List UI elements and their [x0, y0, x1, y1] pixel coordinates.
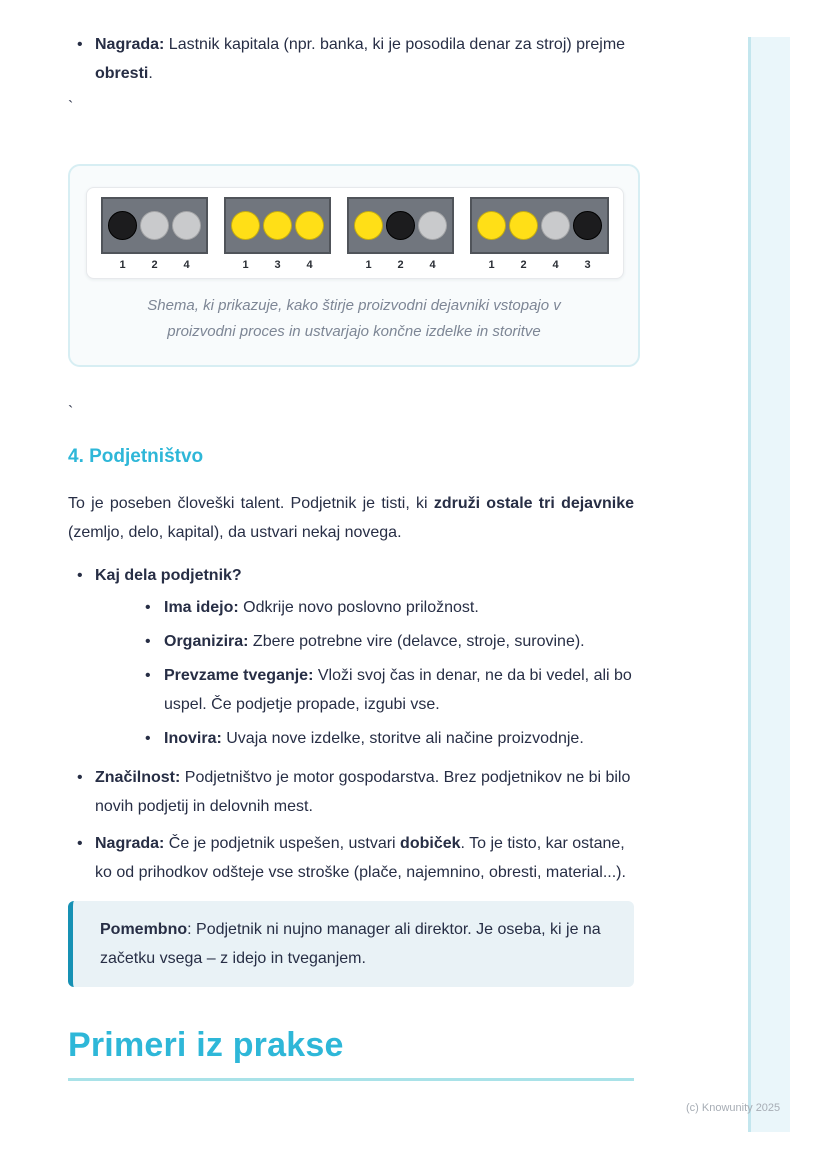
dot-number: 2 — [151, 259, 158, 271]
factors-image — [86, 187, 624, 279]
intro-paragraph — [68, 489, 634, 547]
dot-number: 4 — [306, 259, 313, 271]
bullet-bold-word: obresti — [95, 65, 149, 82]
list-item — [68, 561, 634, 753]
factor-dot — [573, 211, 602, 240]
dot-number: 2 — [397, 259, 404, 271]
copyright-note: (c) Knowunity 2025 — [686, 1102, 781, 1114]
factor-dot — [509, 211, 538, 240]
factor-dot — [295, 211, 324, 240]
bullet-label: Ima idejo: — [164, 599, 239, 616]
dot-number: 1 — [242, 259, 249, 271]
dot-labels — [224, 257, 331, 273]
top-bullet-list — [68, 30, 634, 88]
factor-dot — [108, 211, 137, 240]
dot-number: 1 — [119, 259, 126, 271]
figure-card — [68, 164, 640, 367]
factor-dot — [477, 211, 506, 240]
section-heading: 4. Podjetništvo — [68, 446, 204, 467]
dot-labels — [347, 257, 454, 273]
intro-text: To je poseben človeški talent. Podjetnik je tisti, ki — [68, 495, 434, 512]
page-edge-bar — [748, 37, 790, 1132]
intro-text-end: (zemljo, delo, kapital), da ustvari nekaj novega. — [68, 524, 402, 541]
factor-dot — [172, 211, 201, 240]
bullet-label: Značilnost: — [95, 769, 181, 786]
list-item — [68, 829, 634, 887]
bullet-text: Podjetništvo je motor gospodarstva. Brez podjetnikov ne bi bilo novih podjetij in delovnih mest. — [95, 769, 631, 815]
dot-number: 4 — [183, 259, 190, 271]
bullet-text: Lastnik kapitala (npr. banka, ki je posodila denar za stroj) prejme — [164, 36, 626, 53]
dot-rect — [470, 197, 609, 254]
factor-group — [101, 197, 208, 273]
list-item — [136, 661, 634, 719]
bullet-text: Če je podjetnik uspešen, ustvari — [164, 835, 401, 852]
heading-rule — [68, 1078, 634, 1081]
factor-dot — [354, 211, 383, 240]
stray-backtick: ` — [68, 99, 74, 116]
factor-dot — [263, 211, 292, 240]
bullet-bold-word: dobiček — [400, 835, 461, 852]
bullet-label: Nagrada: — [95, 36, 165, 53]
list-item — [68, 763, 634, 821]
dot-number: 4 — [429, 259, 436, 271]
factor-group — [347, 197, 454, 273]
dot-number: 1 — [488, 259, 495, 271]
bullet-label: Inovira: — [164, 730, 222, 747]
bullet-text-end: . To je tisto, kar ostane, ko od prihodkov odšteje vse stroške (plače, najemnino, obresti, material...). — [95, 835, 626, 881]
factor-dot — [386, 211, 415, 240]
bullet-label: Organizira: — [164, 633, 249, 650]
list-item — [136, 593, 634, 622]
bullet-text: Odkrije novo poslovno priložnost. — [238, 599, 479, 616]
bullet-text: Zbere potrebne vire (delavce, stroje, surovine). — [248, 633, 585, 650]
intro-bold: združi ostale tri dejavnike — [433, 495, 634, 512]
factor-group — [470, 197, 609, 273]
dot-number: 4 — [552, 259, 559, 271]
dot-number: 2 — [520, 259, 527, 271]
dot-number: 3 — [584, 259, 591, 271]
dot-number: 1 — [365, 259, 372, 271]
factor-group — [224, 197, 331, 273]
factor-dot — [541, 211, 570, 240]
document-content — [68, 0, 634, 1081]
stray-backtick: ` — [68, 404, 74, 421]
bullet-text-end: . — [148, 65, 153, 82]
nested-list — [136, 593, 634, 753]
important-callout — [68, 901, 634, 987]
dot-rect — [347, 197, 454, 254]
page-heading: Primeri iz prakse — [68, 1026, 344, 1064]
figure-caption: Shema, ki prikazuje, kako štirje proizvodni dejavniki vstopajo v proizvodni proces in ustvarjajo končne izdelke in storitve — [147, 297, 561, 340]
factor-dot — [418, 211, 447, 240]
factor-dot — [140, 211, 169, 240]
factor-dot — [231, 211, 260, 240]
dot-labels — [101, 257, 208, 273]
bullet-label: Kaj dela podjetnik? — [95, 567, 242, 584]
bullet-text: Vloži svoj čas in denar, ne da bi vedel, ali bo uspel. Če podjetje propade, izgubi vse. — [164, 667, 632, 713]
dot-number: 3 — [274, 259, 281, 271]
bullet-text: Uvaja nove izdelke, storitve ali načine proizvodnje. — [221, 730, 584, 747]
entrepreneur-list — [68, 561, 634, 887]
callout-label: Pomembno — [100, 921, 188, 938]
bullet-label: Nagrada: — [95, 835, 165, 852]
dot-labels — [470, 257, 609, 273]
list-item — [68, 30, 634, 88]
dot-rect — [224, 197, 331, 254]
dot-rect — [101, 197, 208, 254]
list-item — [136, 724, 634, 753]
list-item — [136, 627, 634, 656]
bullet-label: Prevzame tveganje: — [164, 667, 314, 684]
callout-text: : Podjetnik ni nujno manager ali direktor. Je oseba, ki je na začetku vsega – z idejo in tveganjem. — [100, 921, 601, 967]
